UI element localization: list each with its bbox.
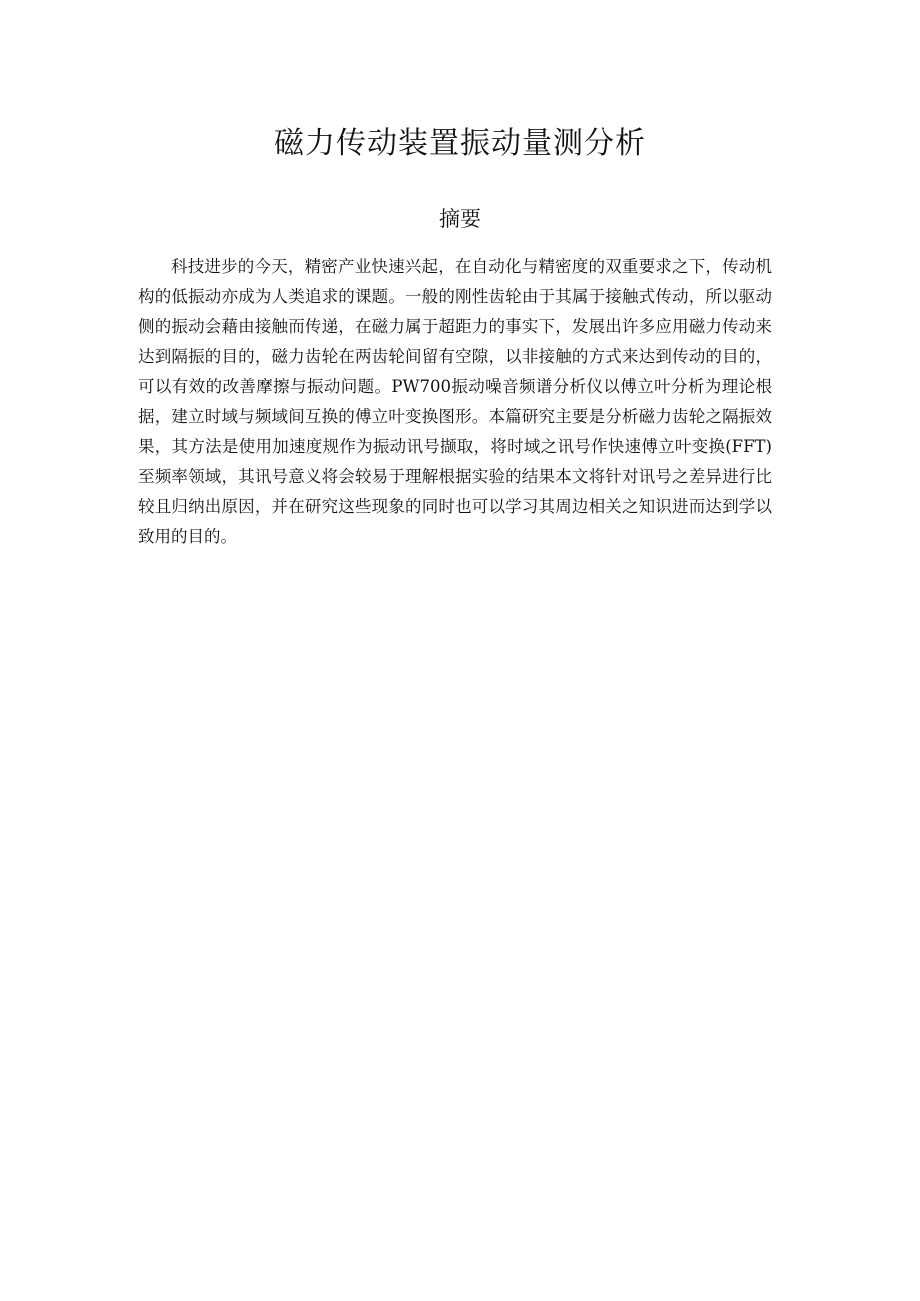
abstract-heading: 摘要 xyxy=(439,207,481,231)
abstract-paragraph: 科技进步的今天，精密产业快速兴起，在自动化与精密度的双重要求之下，传动机构的低振动亦成为人类追求的课题。一般的刚性齿轮由于其属于接触式传动，所以驱动侧的振动会藉由接触而传递，在磁力属于超距力的事实下，发展出许多应用磁力传动来达到隔振的目的，磁力齿轮在两齿轮间留有空隙，以非接触的方式来达到传动的目的，可以有效的改善摩擦与振动问题。PW700振动噪音频谱分析仪以傅立叶分析为理论根据，建立时域与频域间互换的傅立叶变换图形。本篇研究主要是分析磁力齿轮之隔振效果，其方法是使用加速度规作为振动讯号撷取，将时域之讯号作快速傅立叶变换(FFT)至频率领域，其讯号意义将会较易于理解根据实验的结果本文将针对讯号之差异进行比较且归纳出原因，并在研究这些现象的同时也可以学习其周边相关之知识进而达到学以致用的目的。 xyxy=(138,257,772,546)
document-title: 磁力传动装置振动量测分析 xyxy=(274,126,646,161)
